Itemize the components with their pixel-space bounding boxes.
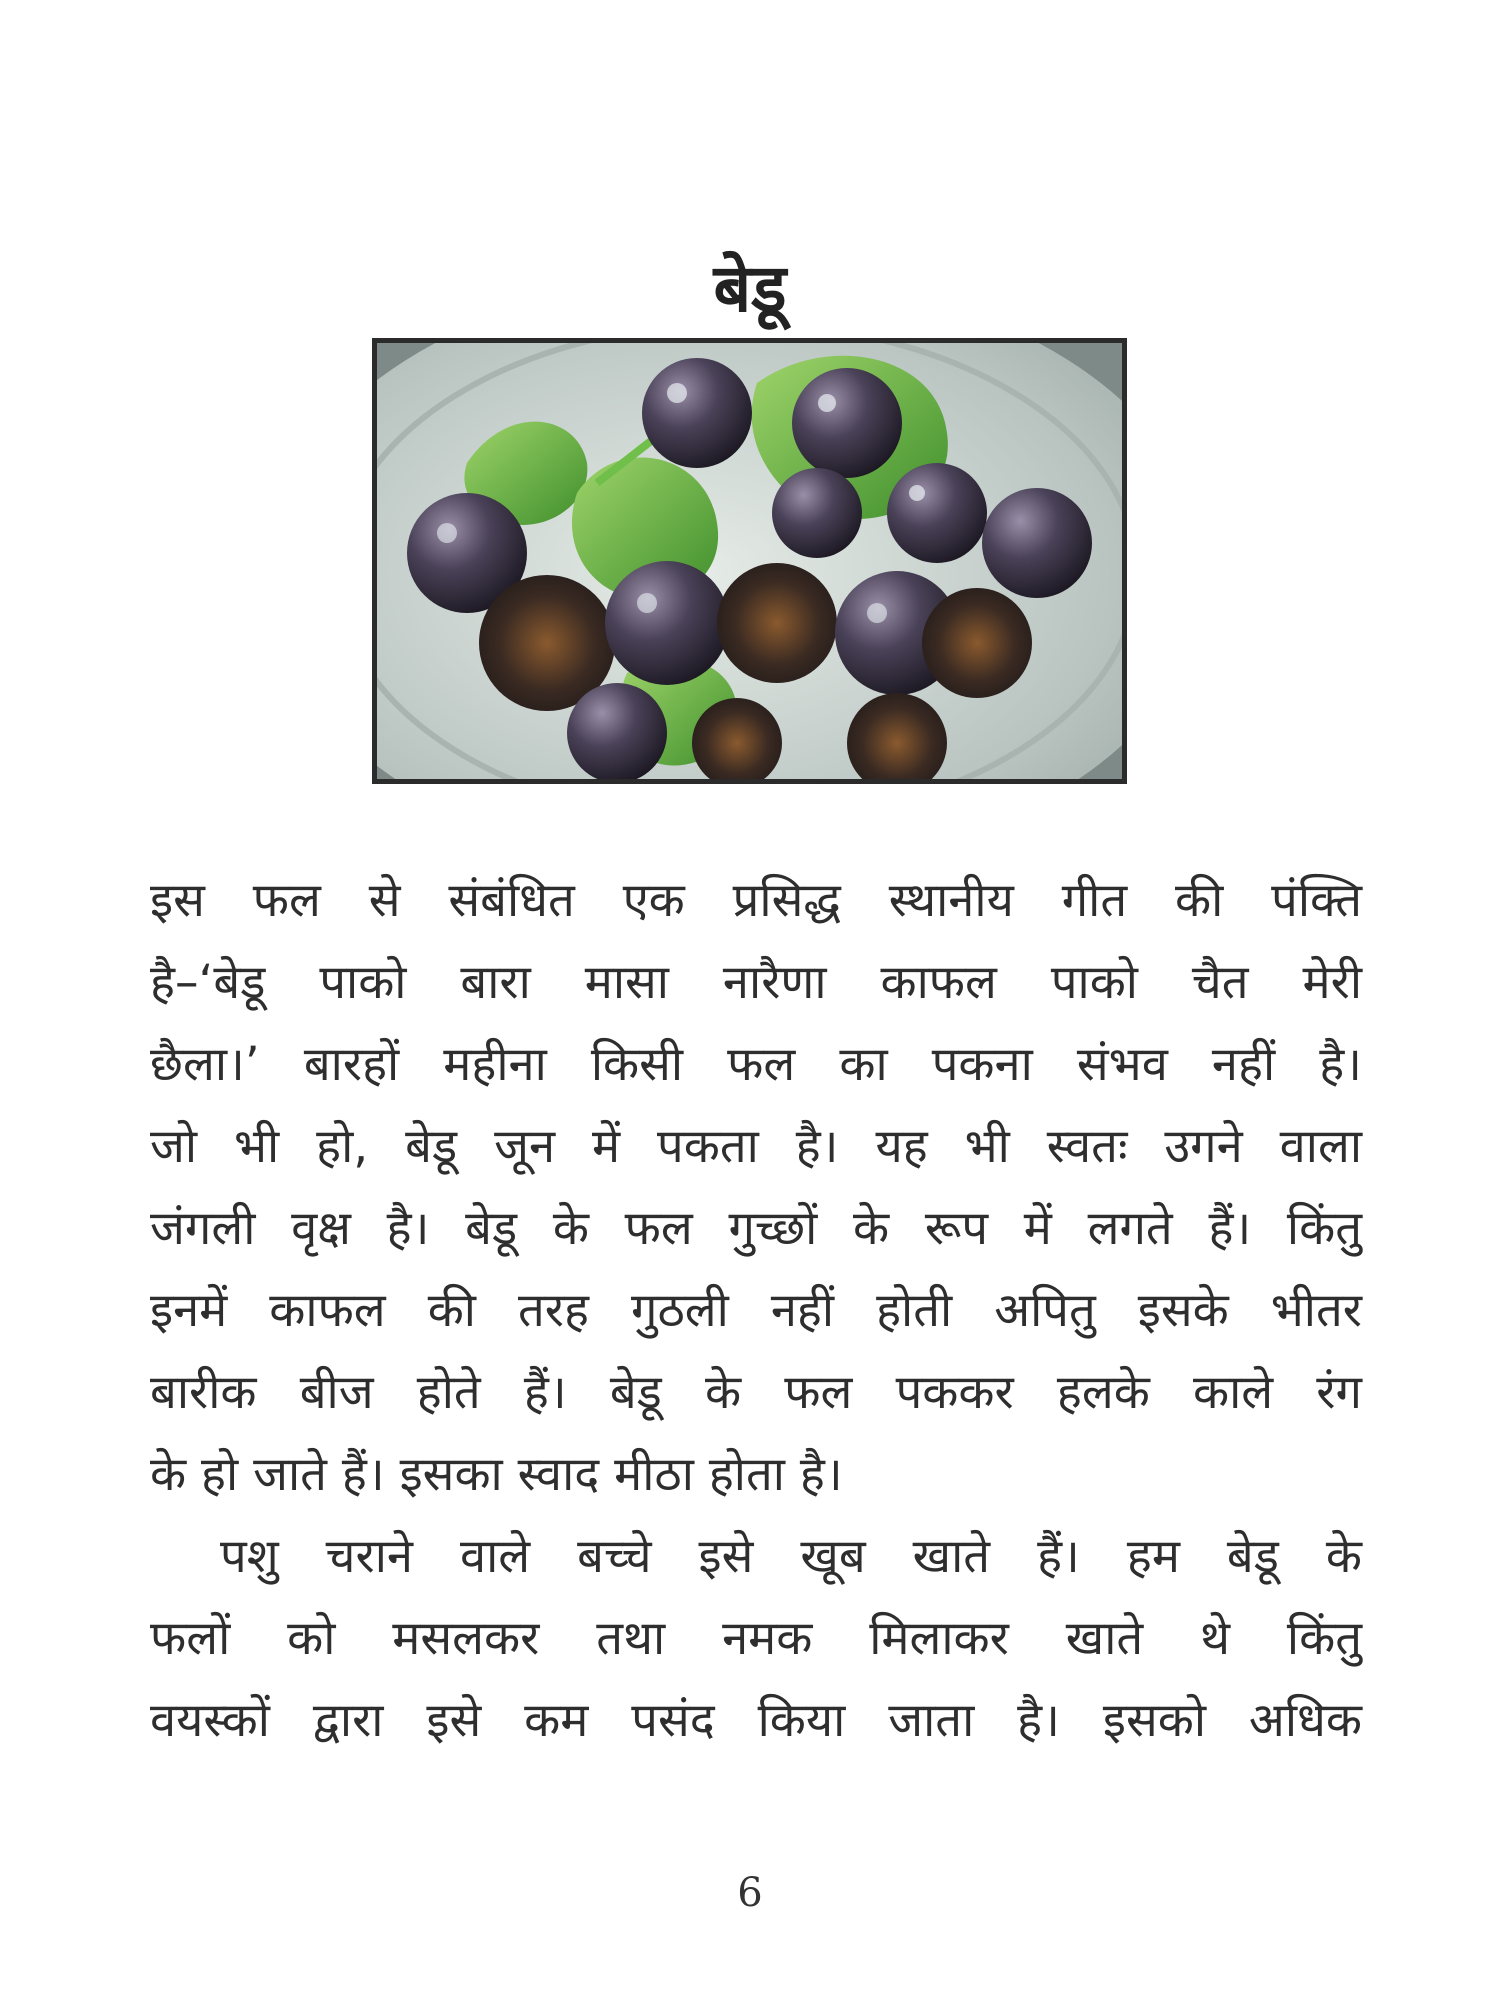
bedu-fruit-photo: [372, 338, 1127, 784]
text-line: है–‘बेडू पाको बारा मासा नारैणा काफल पाको चैत मेरी: [150, 955, 1362, 1010]
text-line: जो भी हो, बेडू जून में पकता है। यह भी स्वतः उगने वाला: [150, 1119, 1362, 1174]
text-line: जंगली वृक्ष है। बेडू के फल गुच्छों के रूप में लगते हैं। किंतु: [150, 1201, 1362, 1256]
text-line: इस फल से संबंधित एक प्रसिद्ध स्थानीय गीत की पंक्ति: [150, 873, 1362, 928]
text-line: इनमें काफल की तरह गुठली नहीं होती अपितु इसके भीतर: [150, 1283, 1362, 1338]
page-title: बेडू: [713, 250, 787, 328]
text-line: बारीक बीज होते हैं। बेडू के फल पककर हलके काले रंग: [150, 1365, 1362, 1420]
text-line: फलों को मसलकर तथा नमक मिलाकर खाते थे किंतु: [150, 1611, 1362, 1666]
photo-illustration: [377, 343, 1122, 779]
text-line: पशु चराने वाले बच्चे इसे खूब खाते हैं। हम बेडू के: [220, 1529, 1362, 1584]
text-line: वयस्कों द्वारा इसे कम पसंद किया जाता है। इसको अधिक: [150, 1693, 1362, 1748]
text-line: छैला।’ बारहों महीना किसी फल का पकना संभव नहीं है।: [150, 1037, 1362, 1092]
page-number: 6: [737, 1870, 763, 1916]
body-text: [150, 860, 1362, 1762]
text-line: के हो जाते हैं। इसका स्वाद मीठा होता है।: [150, 1447, 843, 1502]
